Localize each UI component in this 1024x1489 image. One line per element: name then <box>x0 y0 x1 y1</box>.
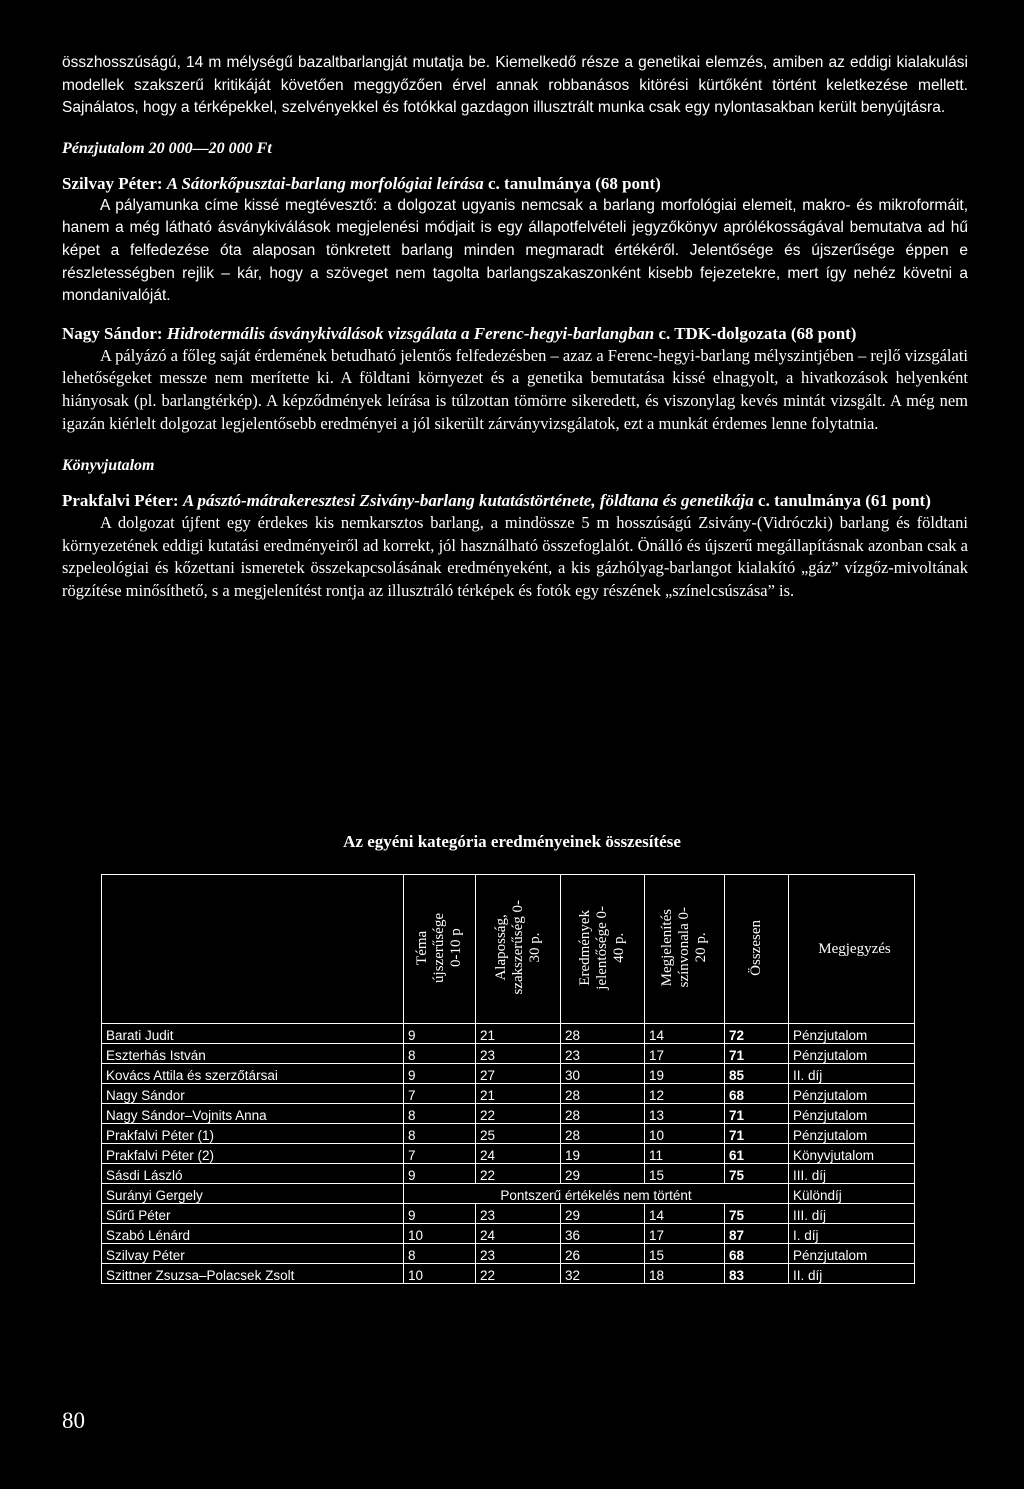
row-total-cell: 85 <box>725 1064 789 1084</box>
page-number: 80 <box>62 1408 85 1433</box>
header-results-label: Eredmények jelentősége 0- 40 p. <box>577 905 627 990</box>
row-presentation-cell: 14 <box>645 1204 725 1224</box>
row-total-cell: 71 <box>725 1044 789 1064</box>
entry-suffix: c. TDK-dolgozata (68 pont) <box>658 323 857 343</box>
row-note-cell: Pénzjutalom <box>789 1024 915 1044</box>
entry-body-nagy: A pályázó a főleg saját érdemének betudható jelentős felfedezésben – azaz a Ferenc-hegyi-barlang mélyszintjében – rejlő vizsgálati lehetőségeket messze nem merítette ki. A földtani környezet és a genetika bemutatása kissé elnagyolt, a hivatkozások helyenként hiányosak (pl. barlangtérkép). A képződmények leírása is túlzottan tömörre sikeredett, és viszonylag kevés mintát vizsgált. A még nem igazán kiérlelt dolgozat legjelentősebb eredményei a jól sikerült zárványvizsgálatok, ezt a munkát érdemes lenne folytatnia. <box>62 345 968 433</box>
row-novelty-cell: 7 <box>404 1144 476 1164</box>
row-note-cell: I. díj <box>789 1224 915 1244</box>
table-row <box>102 1204 915 1224</box>
header-novelty <box>404 875 476 1024</box>
row-presentation-cell: 11 <box>645 1144 725 1164</box>
table-row <box>102 1064 915 1084</box>
entry-author: Szilvay Péter: <box>62 173 163 193</box>
row-novelty-cell: 8 <box>404 1104 476 1124</box>
row-thoroughness-cell: 24 <box>476 1224 561 1244</box>
row-name-cell: Nagy Sándor <box>102 1084 404 1104</box>
table-row <box>102 1044 915 1064</box>
row-note-cell: III. díj <box>789 1164 915 1184</box>
row-span-cell: Pontszerű értékelés nem történt <box>404 1184 789 1204</box>
row-name-cell: Szabó Lénárd <box>102 1224 404 1244</box>
row-results-cell: 36 <box>561 1224 645 1244</box>
row-name-cell: Kovács Attila és szerzőtársai <box>102 1064 404 1084</box>
row-total-cell: 83 <box>725 1264 789 1284</box>
row-novelty-cell: 9 <box>404 1064 476 1084</box>
row-novelty-cell: 9 <box>404 1024 476 1044</box>
row-name-cell: Surányi Gergely <box>102 1184 404 1204</box>
section-heading-prize: Pénzjutalom 20 000—20 000 Ft <box>62 139 272 157</box>
row-results-cell: 28 <box>561 1084 645 1104</box>
table-row <box>102 1084 915 1104</box>
row-novelty-cell: 9 <box>404 1164 476 1184</box>
row-results-cell: 28 <box>561 1104 645 1124</box>
entry-suffix: c. tanulmánya (61 pont) <box>758 491 931 511</box>
row-total-cell: 87 <box>725 1224 789 1244</box>
table-row <box>102 1124 915 1144</box>
page-body <box>62 52 968 603</box>
entry-heading-prakfalvi <box>62 489 968 512</box>
entry-title: A Sátorkőpusztai-barlang morfológiai leírása <box>166 173 484 193</box>
row-presentation-cell: 15 <box>645 1244 725 1264</box>
row-name-cell: Barati Judit <box>102 1024 404 1044</box>
row-presentation-cell: 17 <box>645 1224 725 1244</box>
row-thoroughness-cell: 21 <box>476 1084 561 1104</box>
row-novelty-cell: 10 <box>404 1264 476 1284</box>
row-presentation-cell: 18 <box>645 1264 725 1284</box>
row-note-cell: Pénzjutalom <box>789 1124 915 1144</box>
entry-body-szilvay: A pályamunka címe kissé megtévesztő: a dolgozat ugyanis nemcsak a barlang morfológiai elemeit, makro- és mikroformáit, hanem a még látható ásványkiválások megjelenési módjait is egy állapotfelvételi jegyzőkönyv aprólékosságával bemutatva ad hű képet a felfedezése óta alaposan tönkretett barlang minden megmaradt értékéről. Jelentősége és újszerűsége éppen e részletességben rejlik – kár, hogy a szöveget nem tagolta barlangszakaszonként kisebb fejezetekre, mert így nehéz követni a mondanivalóját. <box>62 196 968 305</box>
row-total-cell: 71 <box>725 1104 789 1124</box>
row-thoroughness-cell: 24 <box>476 1144 561 1164</box>
header-thoroughness <box>476 875 561 1024</box>
row-novelty-cell: 8 <box>404 1124 476 1144</box>
header-novelty-label: Téma újszerűsége 0-10 p <box>414 912 464 983</box>
row-thoroughness-cell: 23 <box>476 1244 561 1264</box>
row-name-cell: Sásdi László <box>102 1164 404 1184</box>
row-results-cell: 30 <box>561 1064 645 1084</box>
table-row <box>102 1184 915 1204</box>
entry-author: Nagy Sándor: <box>62 323 163 343</box>
header-note: Megjegyzés <box>789 875 915 1024</box>
row-novelty-cell: 10 <box>404 1224 476 1244</box>
row-total-cell: 61 <box>725 1144 789 1164</box>
row-results-cell: 26 <box>561 1244 645 1264</box>
row-note-cell: Pénzjutalom <box>789 1104 915 1124</box>
row-name-cell: Eszterhás István <box>102 1044 404 1064</box>
row-note-cell: Különdíj <box>789 1184 915 1204</box>
row-note-cell: Pénzjutalom <box>789 1244 915 1264</box>
row-note-cell: Pénzjutalom <box>789 1084 915 1104</box>
row-results-cell: 28 <box>561 1024 645 1044</box>
entry-heading-szilvay <box>62 172 968 195</box>
row-thoroughness-cell: 25 <box>476 1124 561 1144</box>
row-total-cell: 68 <box>725 1244 789 1264</box>
header-results <box>561 875 645 1024</box>
row-thoroughness-cell: 22 <box>476 1164 561 1184</box>
entry-heading-nagy <box>62 322 968 345</box>
row-presentation-cell: 15 <box>645 1164 725 1184</box>
row-name-cell: Szittner Zsuzsa–Polacsek Zsolt <box>102 1264 404 1284</box>
entry-suffix: c. tanulmánya (68 pont) <box>487 173 661 193</box>
row-presentation-cell: 12 <box>645 1084 725 1104</box>
table-row <box>102 1024 915 1044</box>
row-name-cell: Sűrű Péter <box>102 1204 404 1224</box>
row-note-cell: Pénzjutalom <box>789 1044 915 1064</box>
row-total-cell: 72 <box>725 1024 789 1044</box>
table-row <box>102 1244 915 1264</box>
table-row <box>102 1264 915 1284</box>
row-total-cell: 75 <box>725 1164 789 1184</box>
row-presentation-cell: 14 <box>645 1024 725 1044</box>
table-row <box>102 1224 915 1244</box>
row-thoroughness-cell: 23 <box>476 1044 561 1064</box>
row-thoroughness-cell: 23 <box>476 1204 561 1224</box>
section-heading-book: Könyvjutalom <box>62 457 155 475</box>
table-title: Az egyéni kategória eredményeinek összesítése <box>343 832 681 851</box>
row-results-cell: 32 <box>561 1264 645 1284</box>
row-results-cell: 28 <box>561 1124 645 1144</box>
header-total <box>725 875 789 1024</box>
results-table <box>101 874 915 1284</box>
row-novelty-cell: 8 <box>404 1044 476 1064</box>
row-total-cell: 68 <box>725 1084 789 1104</box>
header-total-label: Összesen <box>748 919 764 976</box>
row-results-cell: 29 <box>561 1204 645 1224</box>
header-thoroughness-label: Alaposság, szakszerűség 0- 30 p. <box>492 900 543 995</box>
entry-body-prakfalvi: A dolgozat újfent egy érdekes kis nemkarsztos barlang, a mindössze 5 m hosszúságú Zsivány-(Vidróczki) barlang és földtani környezetének eddigi kutatási eredményeiről ad korrekt, jól használható összefoglalót. Önálló és újszerű megállapításnak azonban csak a szpeleológiai és kőzettani ismeretek összekapcsolásának eredményeként, a kis gázhólyag-barlangot kialakító „gáz” vízgőz-mivoltának rögzítése minősíthető, s a megjelenítést rontja az illusztráló térképek és fotók egy részének „színelcsúszása” is. <box>62 513 968 600</box>
row-note-cell: III. díj <box>789 1204 915 1224</box>
row-name-cell: Prakfalvi Péter (1) <box>102 1124 404 1144</box>
row-name-cell: Szilvay Péter <box>102 1244 404 1264</box>
row-thoroughness-cell: 22 <box>476 1264 561 1284</box>
row-thoroughness-cell: 22 <box>476 1104 561 1124</box>
intro-paragraph: összhosszúságú, 14 m mélységű bazaltbarlangját mutatja be. Kiemelkedő része a genetikai elemzés, amiben az eddigi kialakulási modellek szakszerű kritikáját követően meggyőzően érvel annak robbanásos kitörési kürtőként történt keletkezése mellett. Sajnálatos, hogy a térképekkel, szelvényekkel és fotókkal gazdagon illusztrált munka csak egy nylontasakban került benyújtásra. <box>62 54 968 117</box>
row-thoroughness-cell: 21 <box>476 1024 561 1044</box>
row-presentation-cell: 19 <box>645 1064 725 1084</box>
table-row <box>102 1144 915 1164</box>
row-total-cell: 75 <box>725 1204 789 1224</box>
row-results-cell: 29 <box>561 1164 645 1184</box>
row-presentation-cell: 13 <box>645 1104 725 1124</box>
table-row <box>102 1104 915 1124</box>
row-novelty-cell: 7 <box>404 1084 476 1104</box>
row-note-cell: II. díj <box>789 1264 915 1284</box>
row-name-cell: Prakfalvi Péter (2) <box>102 1144 404 1164</box>
header-name-blank <box>102 875 404 1024</box>
row-note-cell: Könyvjutalom <box>789 1144 915 1164</box>
table-row <box>102 1164 915 1184</box>
table-header-row <box>102 875 915 1024</box>
row-results-cell: 19 <box>561 1144 645 1164</box>
entry-title: Hidrotermális ásványkiválások vizsgálata a Ferenc-hegyi-barlangban <box>166 323 655 343</box>
row-presentation-cell: 10 <box>645 1124 725 1144</box>
row-name-cell: Nagy Sándor–Vojnits Anna <box>102 1104 404 1124</box>
entry-title: A pásztó-mátrakeresztesi Zsivány-barlang kutatástörténete, földtana és genetikája <box>182 491 754 511</box>
row-thoroughness-cell: 27 <box>476 1064 561 1084</box>
header-presentation <box>645 875 725 1024</box>
row-total-cell: 71 <box>725 1124 789 1144</box>
entry-author: Prakfalvi Péter: <box>62 491 179 511</box>
row-novelty-cell: 8 <box>404 1244 476 1264</box>
header-presentation-label: Megjelenítés színvonala 0- 20 p. <box>659 907 709 988</box>
row-note-cell: II. díj <box>789 1064 915 1084</box>
row-presentation-cell: 17 <box>645 1044 725 1064</box>
row-results-cell: 23 <box>561 1044 645 1064</box>
row-novelty-cell: 9 <box>404 1204 476 1224</box>
